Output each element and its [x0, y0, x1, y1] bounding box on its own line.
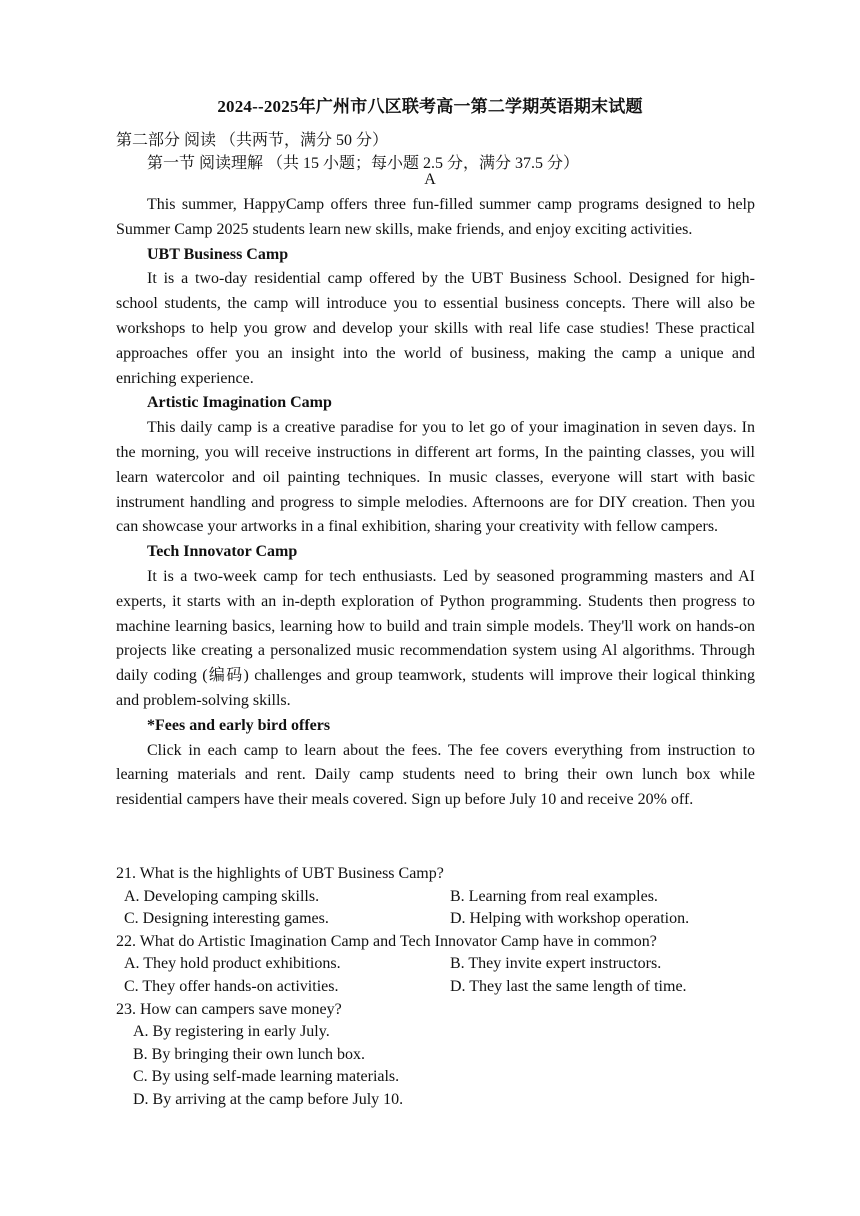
section-heading: 第一节 阅读理解 （共 15 小题；每小题 2.5 分，满分 37.5 分）	[147, 155, 580, 172]
camp-heading-ubt: UBT Business Camp	[147, 245, 289, 263]
question-list	[116, 863, 796, 1112]
question-23-option-d: D. By arriving at the camp before July 10.	[133, 1090, 404, 1108]
question-22-options-row-1	[116, 953, 796, 976]
camp-body-tech: It is a two-week camp for tech enthusiasts. Led by seasoned programming masters and AI experts, it starts with an in-depth exploration of Python programming. Students then progress to machine learning basics, learning how to build and train simple models. They'll work on hands-on projects like creating a personalized music recommendation system using Al algorithms. Through daily coding (编码) challenges and group teamwork, students will improve their logical thinking and problem-solving skills.	[116, 567, 755, 709]
question-21-option-b: B. Learning from real examples.	[450, 887, 658, 905]
reading-passage	[116, 193, 755, 813]
camp-heading-tech: Tech Innovator Camp	[147, 543, 298, 561]
camp-body-ubt: It is a two-day residential camp offered by the UBT Business School. Designed for high-school students, the camp will introduce you to essential business concepts. There will also be workshops to help you grow and develop your skills with real life case studies! These practical approaches offer you an insight into the world of business, making the camp a unique and enriching experience.	[116, 270, 755, 387]
fees-heading: *Fees and early bird offers	[147, 716, 331, 734]
camp-body-artistic: This daily camp is a creative paradise for you to let go of your imagination in seven days. In the morning, you will receive instructions in different art forms, In the painting classes, you will learn watercolor and oil painting techniques. In music classes, everyone will start with basic instrument handling and progress to simple melodies. Afternoons are for DIY creation. Then you can showcase your artworks in a final exhibition, sharing your creativity with fellow campers.	[116, 419, 755, 536]
question-22-option-a: A. They hold product exhibitions.	[124, 955, 341, 973]
question-21-stem: 21. What is the highlights of UBT Business Camp?	[116, 865, 444, 882]
question-23-option-c: C. By using self-made learning materials.	[133, 1068, 400, 1086]
question-23-stem: 23. How can campers save money?	[116, 1000, 342, 1018]
question-23-option-b: B. By bringing their own lunch box.	[133, 1045, 365, 1063]
part-heading: 第二部分 阅读 （共两节，满分 50 分）	[116, 132, 389, 149]
question-21-options-row-1	[116, 886, 796, 909]
question-22-option-b: B. They invite expert instructors.	[450, 955, 662, 973]
camp-heading-artistic: Artistic Imagination Camp	[147, 394, 332, 412]
question-21-option-a: A. Developing camping skills.	[124, 887, 320, 905]
passage-label: A	[424, 171, 436, 188]
question-23-option-a: A. By registering in early July.	[133, 1023, 330, 1041]
exam-title: 2024--2025年广州市八区联考高一第二学期英语期末试题	[217, 97, 643, 116]
question-22-option-d: D. They last the same length of time.	[450, 977, 687, 995]
question-21-option-c: C. Designing interesting games.	[124, 910, 329, 928]
question-21-option-d: D. Helping with workshop operation.	[450, 910, 690, 928]
passage-intro: This summer, HappyCamp offers three fun-filled summer camp programs designed to help Summer Camp 2025 students learn new skills, make friends, and enjoy exciting activities.	[116, 196, 755, 238]
question-22-stem: 22. What do Artistic Imagination Camp and Tech Innovator Camp have in common?	[116, 932, 657, 950]
fees-body: Click in each camp to learn about the fees. The fee covers everything from instruction to learning materials and rent. Daily camp students need to bring their own lunch box while residential campers have their meals covered. Sign up before July 10 and receive 20% off.	[116, 741, 755, 809]
question-22-option-c: C. They offer hands-on activities.	[124, 977, 339, 995]
question-22-options-row-2	[116, 976, 796, 999]
question-21-options-row-2	[116, 908, 796, 931]
